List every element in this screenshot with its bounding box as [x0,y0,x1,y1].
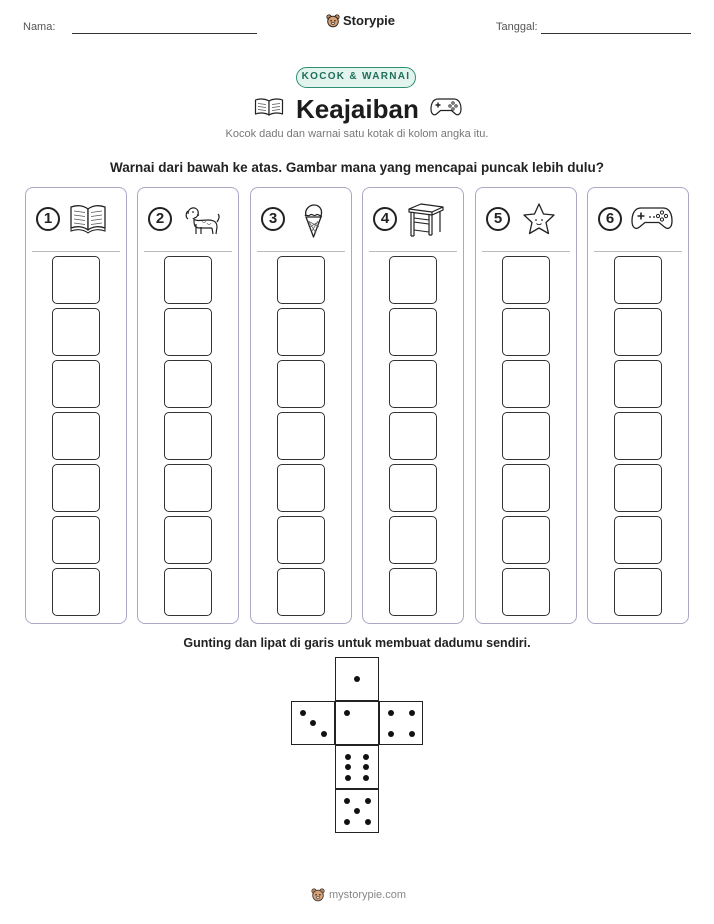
number-circle: 2 [148,207,172,231]
color-box[interactable] [389,516,437,564]
dice-face-5 [335,789,379,833]
book-icon [68,200,108,236]
color-box[interactable] [614,308,662,356]
ice-cream-icon [293,200,333,240]
color-box[interactable] [389,256,437,304]
color-box[interactable] [164,256,212,304]
star-icon [518,200,560,238]
color-box[interactable] [614,516,662,564]
footer-url: mystorypie.com [329,889,407,901]
color-box[interactable] [614,412,662,460]
bear-icon [311,888,325,902]
number-circle: 1 [36,207,60,231]
subtitle: Kocok dadu dan warnai satu kotak di kolom angka itu. [225,128,489,140]
desk-icon [405,200,447,240]
column-5 [475,187,577,624]
name-label: Nama: [23,21,56,33]
color-box[interactable] [277,308,325,356]
number-circle: 4 [373,207,397,231]
dice-face-6 [335,745,379,789]
color-box[interactable] [502,360,550,408]
column-4 [362,187,464,624]
number-circle: 6 [598,207,622,231]
color-box[interactable] [52,412,100,460]
color-box[interactable] [164,360,212,408]
worksheet-title: Keajaiban [296,94,419,124]
column-2 [137,187,239,624]
color-box[interactable] [389,568,437,616]
color-box[interactable] [164,516,212,564]
footer [311,888,406,902]
color-box[interactable] [502,256,550,304]
color-box[interactable] [502,412,550,460]
column-6 [587,187,689,624]
column-1 [25,187,127,624]
color-box[interactable] [164,464,212,512]
color-box[interactable] [389,308,437,356]
cut-instruction: Gunting dan lipat di garis untuk membuat dadumu sendiri. [183,636,531,650]
bear-icon [326,14,340,28]
color-box[interactable] [614,568,662,616]
color-box[interactable] [389,360,437,408]
date-line [541,33,691,34]
color-box[interactable] [277,464,325,512]
color-box[interactable] [277,412,325,460]
color-box[interactable] [277,516,325,564]
color-box[interactable] [614,464,662,512]
dog-icon [180,200,222,238]
color-box[interactable] [389,464,437,512]
color-box[interactable] [277,256,325,304]
color-box[interactable] [502,568,550,616]
instruction: Warnai dari bawah ke atas. Gambar mana yang mencapai puncak lebih dulu? [110,160,604,175]
color-box[interactable] [277,568,325,616]
dice-face-1 [335,701,379,745]
dice-face-2 [379,701,423,745]
color-box[interactable] [502,516,550,564]
color-box[interactable] [52,568,100,616]
color-box[interactable] [614,256,662,304]
color-box[interactable] [52,308,100,356]
name-line [72,33,257,34]
activity-badge: KOCOK & WARNAI [296,67,416,88]
color-box[interactable] [52,256,100,304]
number-circle: 3 [261,207,285,231]
color-box[interactable] [502,308,550,356]
dice-face-3 [291,701,335,745]
column-3 [250,187,352,624]
color-box[interactable] [164,308,212,356]
gamepad-icon [430,97,462,117]
number-circle: 5 [486,207,510,231]
gamepad-icon [630,200,674,236]
color-box[interactable] [52,464,100,512]
date-label: Tanggal: [496,21,538,33]
brand-logo [326,13,395,28]
color-box[interactable] [52,360,100,408]
color-box[interactable] [52,516,100,564]
color-box[interactable] [164,568,212,616]
brand-name: Storypie [343,13,396,28]
color-box[interactable] [164,412,212,460]
color-box[interactable] [389,412,437,460]
book-icon [254,97,284,117]
color-box[interactable] [277,360,325,408]
color-box[interactable] [502,464,550,512]
dice-face-1 [335,657,379,701]
color-box[interactable] [614,360,662,408]
